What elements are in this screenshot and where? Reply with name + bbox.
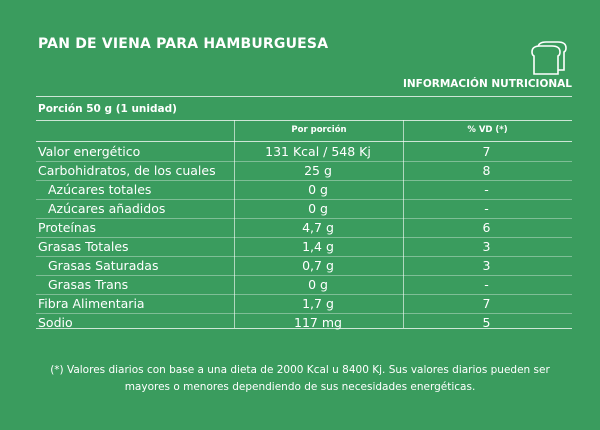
table-row	[36, 200, 572, 219]
footnote	[30, 362, 570, 396]
nutrient-name: Azúcares totales	[48, 182, 152, 197]
table-row	[36, 143, 572, 162]
nutrient-vd: 5	[482, 315, 491, 330]
column-header-amount: Por porción	[291, 125, 347, 135]
nutrient-amount: 1,4 g	[302, 239, 334, 254]
nutrient-name: Azúcares añadidos	[48, 201, 166, 216]
nutrient-amount: 0 g	[308, 201, 328, 216]
nutrient-amount: 117 mg	[294, 315, 342, 330]
nutrient-vd: 6	[482, 220, 491, 235]
table-row	[36, 314, 572, 332]
nutrient-name: Grasas Totales	[38, 239, 129, 254]
table-row	[36, 162, 572, 181]
table-row	[36, 238, 572, 257]
footnote-line: (*) Valores diarios con base a una dieta de 2000 Kcal u 8400 Kj. Sus valores diarios pueden ser	[50, 364, 550, 376]
footnote-line: mayores o menores dependiendo de sus necesidades energéticas.	[124, 381, 476, 393]
portion-label: Porción 50 g (1 unidad)	[38, 103, 177, 115]
nutrient-name: Grasas Saturadas	[48, 258, 159, 273]
nutrient-name: Proteínas	[38, 220, 96, 235]
nutrient-vd: 3	[482, 239, 491, 254]
table-row	[36, 219, 572, 238]
nutrient-name: Grasas Trans	[48, 277, 129, 292]
table-bottom-divider	[36, 328, 572, 329]
nutrient-name: Sodio	[38, 315, 73, 330]
nutrient-vd: 7	[482, 296, 491, 311]
nutrition-info-heading: INFORMACIÓN NUTRICIONAL	[402, 78, 572, 90]
nutrient-vd: -	[484, 201, 489, 216]
nutrient-vd: 3	[482, 258, 491, 273]
nutrient-amount: 0 g	[308, 277, 328, 292]
nutrient-name: Fibra Alimentaria	[38, 296, 145, 311]
nutrient-vd: 8	[482, 163, 491, 178]
nutrient-name: Valor energético	[38, 144, 141, 159]
table-row	[36, 295, 572, 314]
table-row	[36, 181, 572, 200]
table-row	[36, 257, 572, 276]
nutrient-vd: -	[484, 277, 489, 292]
nutrient-vd: 7	[482, 144, 491, 159]
table-row	[36, 276, 572, 295]
top-divider	[36, 96, 572, 97]
nutrition-table	[36, 143, 572, 332]
table-top-divider	[36, 120, 572, 121]
nutrient-amount: 1,7 g	[302, 296, 334, 311]
bread-slices-icon	[528, 40, 572, 76]
header-divider	[36, 141, 572, 142]
product-title: PAN DE VIENA PARA HAMBURGUESA	[38, 36, 329, 52]
column-header-vd: % VD (*)	[467, 125, 508, 135]
nutrient-amount: 131 Kcal / 548 Kj	[265, 144, 371, 159]
nutrient-amount: 0 g	[308, 182, 328, 197]
nutrient-amount: 25 g	[304, 163, 332, 178]
nutrient-vd: -	[484, 182, 489, 197]
nutrient-amount: 0,7 g	[302, 258, 334, 273]
nutrient-name: Carbohidratos, de los cuales	[38, 163, 216, 178]
nutrient-amount: 4,7 g	[302, 220, 334, 235]
